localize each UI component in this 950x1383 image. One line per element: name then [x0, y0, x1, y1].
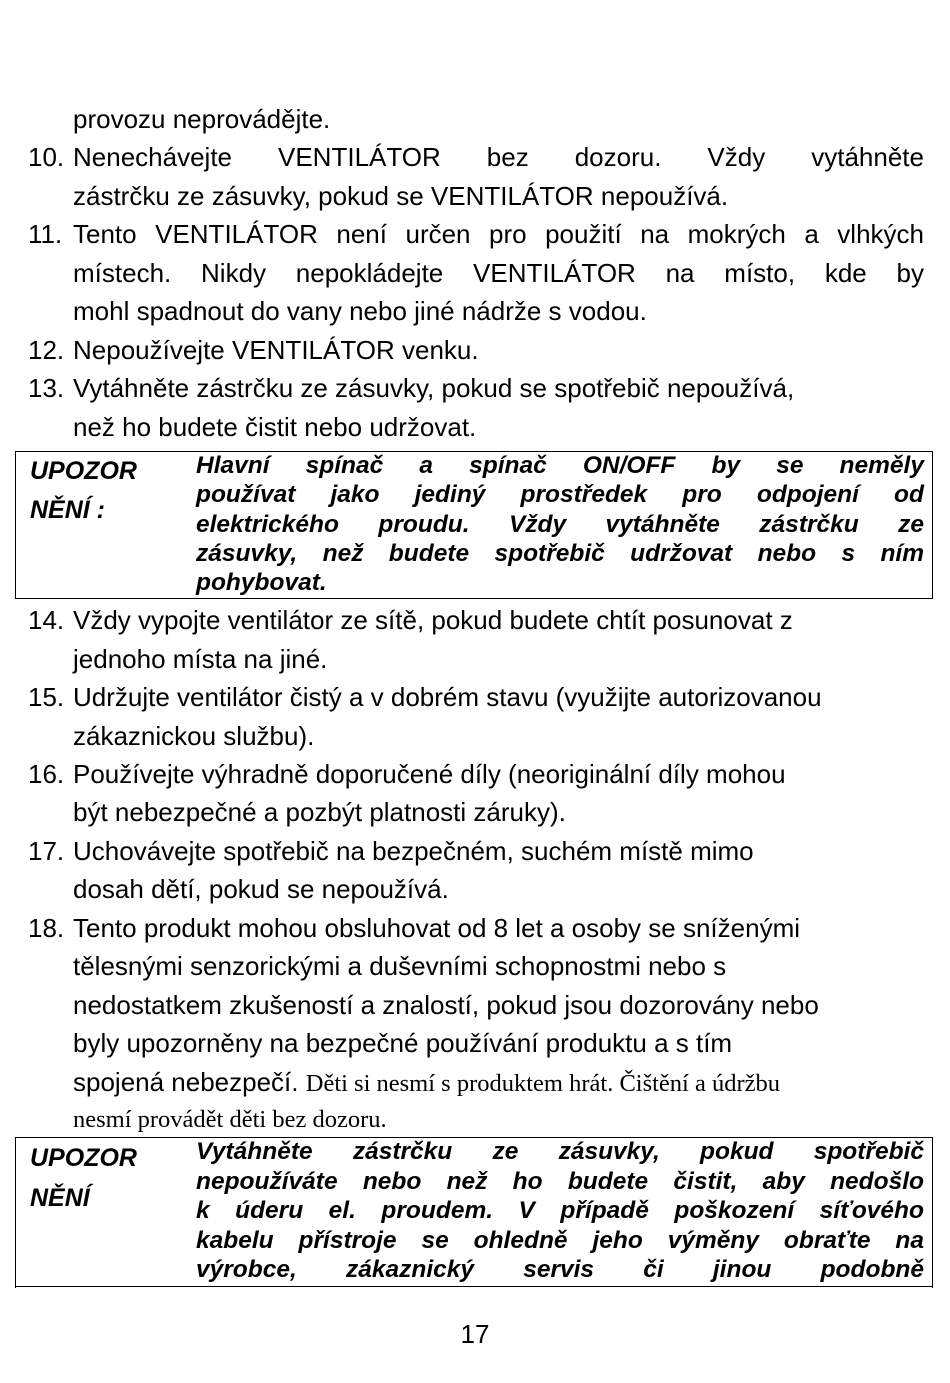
item-number: 11. [28, 219, 63, 249]
item-text-line: být nebezpečné a pozbýt platnosti záruky). [73, 797, 566, 827]
item-number: 14. [28, 605, 65, 635]
item-text-line: zákaznickou službu). [73, 721, 315, 751]
continuation-line: provozu neprovádějte. [73, 104, 331, 134]
warning-text-line: nepoužíváte nebo než ho budete čistit, aby nedošlo [196, 1168, 924, 1195]
item-text-line: Uchovávejte spotřebič na bezpečném, suchém místě mimo [73, 836, 754, 866]
item-text-line: než ho budete čistit nebo udržovat. [73, 412, 477, 442]
item-text-line: Udržujte ventilátor čistý a v dobrém stavu (využijte autorizovanou [73, 682, 822, 712]
item-text-line: zástrčku ze zásuvky, pokud se VENTILÁTOR nepoužívá. [73, 181, 729, 211]
item-text-line: Nenechávejte VENTILÁTOR bez dozoru. Vždy vytáhněte [73, 142, 924, 172]
warning-text-line: kabelu přístroje se ohledně jeho výměny obraťte na [196, 1227, 924, 1254]
item-text-sans: spojená nebezpečí. [73, 1067, 299, 1097]
item-text-line: mohl spadnout do vany nebo jiné nádrže s vodou. [73, 296, 647, 326]
warning-text-line: výrobce, zákaznický servis či jinou podobně [196, 1256, 924, 1283]
item-text-line: místech. Nikdy nepokládejte VENTILÁTOR na místo, kde by [73, 258, 924, 288]
item-text-line: Používejte výhradně doporučené díly (neoriginální díly mohou [73, 759, 786, 789]
item-text-serif: Děti si nesmí s produktem hrát. Čištění a údržbu [305, 1070, 781, 1097]
item-text-line: jednoho místa na jiné. [73, 644, 328, 674]
warning-label: NĚNÍ [30, 1184, 90, 1212]
item-text-line: tělesnými senzorickými a duševními schopnostmi nebo s [73, 951, 727, 981]
warning-label: UPOZOR [30, 457, 137, 485]
item-number: 12. [28, 335, 65, 365]
warning-label: NĚNÍ : [30, 496, 105, 524]
warning-text-line: pohybovat. [196, 569, 327, 596]
item-text-line: Nepoužívejte VENTILÁTOR venku. [73, 335, 479, 365]
item-number: 17. [28, 836, 65, 866]
item-text-line: Vždy vypojte ventilátor ze sítě, pokud budete chtít posunovat z [73, 605, 793, 635]
warning-text-line: zásuvky, než budete spotřebič udržovat nebo s ním [196, 540, 924, 567]
item-text-line: nedostatkem zkušeností a znalostí, pokud jsou dozorovány nebo [73, 990, 819, 1020]
item-text-line: dosah dětí, pokud se nepoužívá. [73, 874, 449, 904]
warning-text-line: k úderu el. proudem. V případě poškození síťového [196, 1197, 924, 1224]
item-text-line-mixed [73, 1063, 780, 1104]
warning-label: UPOZOR [30, 1144, 137, 1172]
warning-text-line: elektrického proudu. Vždy vytáhněte zástrčku ze [196, 511, 924, 538]
item-text-line: Tento produkt mohou obsluhovat od 8 let a osoby se sníženými [73, 913, 800, 943]
warning-box-bottom-rule [15, 1286, 933, 1287]
item-number: 13. [28, 373, 65, 403]
warning-text-line: Vytáhněte zástrčku ze zásuvky, pokud spotřebič [196, 1138, 924, 1165]
item-number: 10. [28, 142, 65, 172]
warning-text-line: používat jako jediný prostředek pro odpojení od [196, 481, 924, 508]
item-text-line: Tento VENTILÁTOR není určen pro použití na mokrých a vlhkých [73, 219, 924, 249]
item-text-line: Vytáhněte zástrčku ze zásuvky, pokud se spotřebič nepoužívá, [73, 373, 795, 403]
item-number: 18. [28, 913, 65, 943]
item-text-line: nesmí provádět děti bez dozoru. [73, 1106, 387, 1133]
warning-text-line: Hlavní spínač a spínač ON/OFF by se neměly [196, 452, 924, 479]
item-number: 16. [28, 759, 65, 789]
item-text-line: byly upozorněny na bezpečné používání produktu a s tím [73, 1028, 733, 1058]
page-number: 17 [460, 1319, 490, 1349]
item-number: 15. [28, 682, 65, 712]
